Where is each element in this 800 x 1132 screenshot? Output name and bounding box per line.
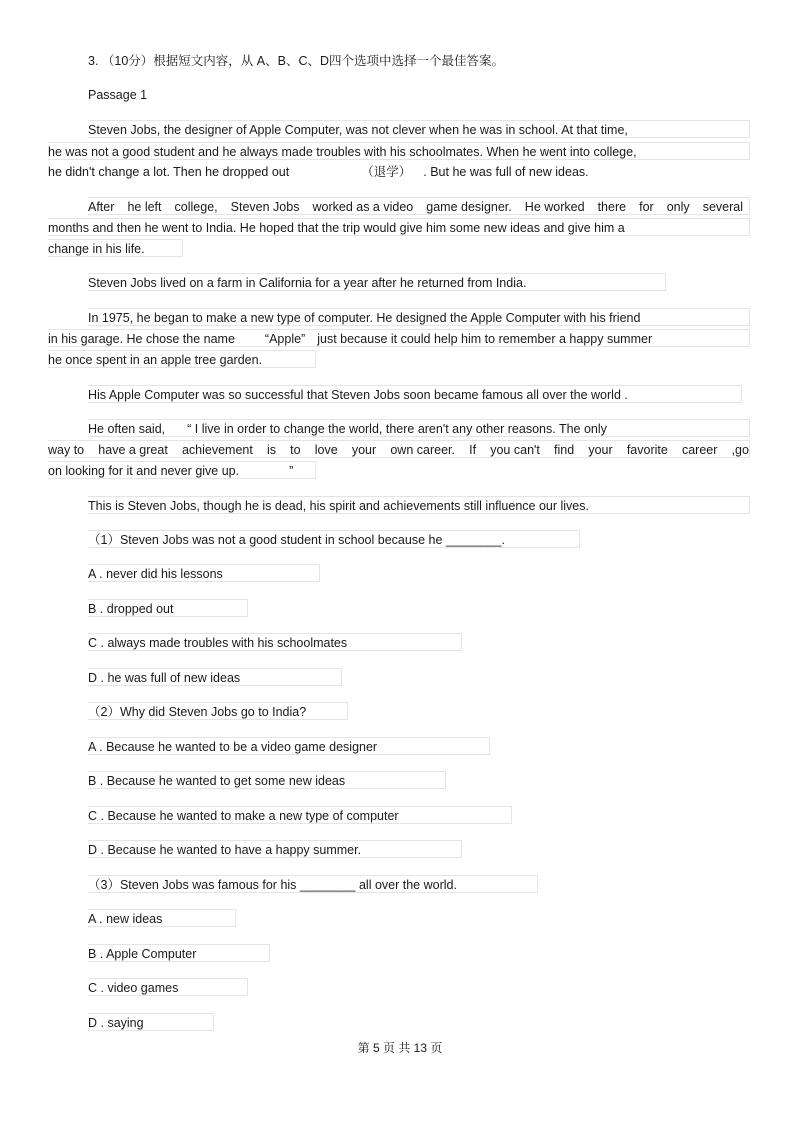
passage-word: find [554, 443, 575, 457]
passage-word: for [639, 200, 654, 214]
answer-option[interactable]: D . saying [88, 1013, 214, 1031]
page-number-footer: 第 5 页 共 13 页 [357, 1041, 443, 1055]
answer-option[interactable]: C . Because he wanted to make a new type of computer [88, 806, 512, 824]
answer-option[interactable]: A . Because he wanted to be a video game designer [88, 737, 490, 755]
passage-word: your [351, 443, 377, 457]
passage-line: In 1975, he began to make a new type of computer. He designed the Apple Computer with his friend [88, 308, 750, 326]
passage-word: favorite [626, 443, 668, 457]
passage-word: worked as a video [312, 200, 414, 214]
passage-word: have a great [98, 443, 168, 457]
passage-word: After [88, 200, 115, 214]
passage-line: he didn't change a lot. Then he dropped out （退学） . But he was full of new ideas. [48, 165, 589, 179]
passage-line: in his garage. He chose the name “Apple” just because it could help him to remember a happy summer [48, 329, 750, 347]
passage-word: love [314, 443, 338, 457]
answer-option[interactable]: C . video games [88, 978, 248, 996]
passage-word: he left [127, 200, 162, 214]
passage-word: He worked [524, 200, 585, 214]
passage-word: If [469, 443, 477, 457]
passage-line: change in his life. [48, 239, 183, 257]
passage-word: game designer. [426, 200, 512, 214]
passage-line-justified [88, 197, 750, 215]
passage-word: there [597, 200, 627, 214]
passage-word: achievement [181, 443, 253, 457]
passage-line: His Apple Computer was so successful that Steven Jobs soon became famous all over the world . [88, 385, 742, 403]
passage-line: He often said, “ I live in order to change the world, there aren't any other reasons. The only [88, 419, 750, 437]
passage-line: he was not a good student and he always made troubles with his schoolmates. When he went into college, [48, 142, 750, 160]
passage-word: only [666, 200, 690, 214]
passage-word: own career. [390, 443, 455, 457]
question-header: 3. （10分）根据短文内容，从 A、B、C、D四个选项中选择一个最佳答案。 [88, 54, 505, 68]
passage-word: your [588, 443, 613, 457]
passage-word: to [290, 443, 301, 457]
passage-word: Steven Jobs [230, 200, 300, 214]
answer-option[interactable]: D . he was full of new ideas [88, 668, 342, 686]
question-stem: （2）Why did Steven Jobs go to India? [88, 702, 348, 720]
passage-line: Steven Jobs, the designer of Apple Computer, was not clever when he was in school. At that time, [88, 120, 750, 138]
passage-line: Steven Jobs lived on a farm in California for a year after he returned from India. [88, 273, 666, 291]
passage-line: he once spent in an apple tree garden. [48, 350, 316, 368]
answer-option[interactable]: A . new ideas [88, 909, 236, 927]
passage-line: on looking for it and never give up. ” [48, 461, 316, 479]
passage-word: is [266, 443, 277, 457]
passage-word: way to [48, 443, 85, 457]
passage-word: you can't [490, 443, 540, 457]
passage-word: ,go [731, 443, 749, 457]
answer-option[interactable]: D . Because he wanted to have a happy summer. [88, 840, 462, 858]
question-stem: （3）Steven Jobs was famous for his ________ all over the world. [88, 875, 538, 893]
question-stem: （1）Steven Jobs was not a good student in school because he ________. [88, 530, 580, 548]
answer-option[interactable]: B . dropped out [88, 599, 248, 617]
answer-option[interactable]: B . Because he wanted to get some new ideas [88, 771, 446, 789]
answer-option[interactable]: B . Apple Computer [88, 944, 270, 962]
passage-line: months and then he went to India. He hoped that the trip would give him some new ideas and give him a [48, 218, 750, 236]
answer-option[interactable]: C . always made troubles with his schoolmates [88, 633, 462, 651]
answer-option[interactable]: A . never did his lessons [88, 564, 320, 582]
passage-word: college, [174, 200, 218, 214]
passage-word: several [702, 200, 743, 214]
passage-label: Passage 1 [88, 88, 148, 102]
passage-line: This is Steven Jobs, though he is dead, his spirit and achievements still influence our lives. [88, 496, 750, 514]
passage-line-justified [48, 440, 750, 458]
passage-word: career [681, 443, 718, 457]
